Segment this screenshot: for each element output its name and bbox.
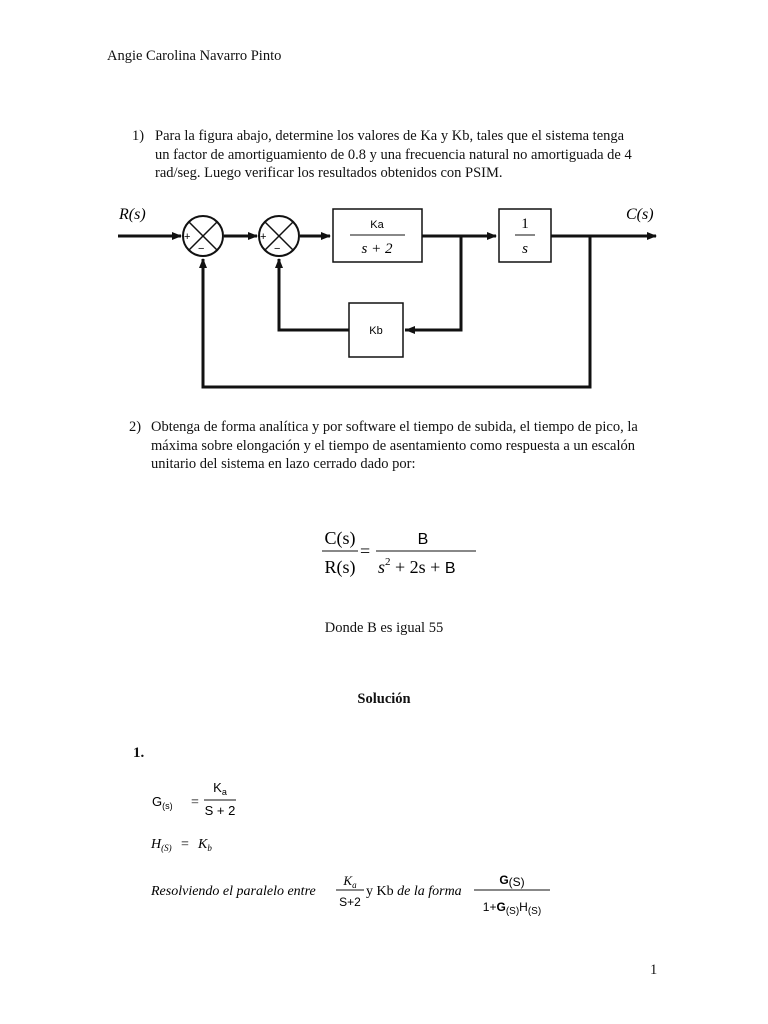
- block-ka-numerator: Ka: [370, 219, 384, 231]
- eq-h-equals: =: [181, 837, 189, 852]
- question-1-number: 1): [132, 128, 145, 144]
- page-number: 1: [650, 962, 658, 978]
- block-kb-label: Kb: [369, 325, 383, 337]
- summing-junction-2: [259, 216, 299, 256]
- solution-title: Solución: [357, 691, 411, 707]
- tf-lhs-numerator: C(s): [324, 528, 356, 548]
- block-ka: [333, 209, 422, 262]
- equation-g: [140, 775, 260, 823]
- question-2-line: unitario del sistema en lazo cerrado dado por:: [151, 456, 416, 472]
- question-2-line: Obtenga de forma analítica y por software el tiempo de subida, el tiempo de pico, la: [151, 419, 638, 435]
- eq-g-denominator: S + 2: [204, 803, 236, 818]
- block-kb: [349, 303, 403, 357]
- block-ka-denominator: s + 2: [361, 241, 393, 257]
- plus-sign: +: [184, 231, 191, 243]
- resolviendo-text: Resolviendo el paralelo entre: [151, 884, 316, 899]
- resolviendo-middle: y Kb de la forma: [366, 884, 462, 899]
- transfer-function: [300, 520, 500, 590]
- tf-rhs-numerator: B: [417, 531, 429, 548]
- tf-equals: =: [360, 541, 371, 561]
- tf-lhs-denominator: R(s): [324, 557, 356, 577]
- eq-g-lhs: $G_{(s)}$: [152, 794, 173, 811]
- eq-h-lhs: $H_{(S)}$: [151, 837, 172, 853]
- block-integrator-denominator: s: [522, 241, 528, 257]
- minus-sign: −: [274, 243, 281, 255]
- question-1-line: un factor de amortiguamiento de 0.8 y una frecuencia natural no amortiguada de 4: [155, 146, 632, 163]
- question-1-line: Para la figura abajo, determine los valores de Ka y Kb, tales que el sistema tenga: [155, 128, 625, 144]
- frac1-numerator: $K_a$: [343, 873, 357, 890]
- question-2-text: [151, 418, 661, 474]
- minus-sign: −: [198, 243, 205, 255]
- resolviendo-line: [140, 862, 570, 922]
- author-name: Angie Carolina Navarro Pinto: [107, 48, 282, 64]
- frac2-denominator: $1+G_{(S)}H_{(S)}$: [482, 900, 542, 917]
- output-label: C(s): [626, 206, 654, 223]
- frac2-numerator: G(S): [499, 873, 525, 889]
- equation-h: [140, 830, 260, 858]
- section-1-label: 1.: [133, 745, 145, 761]
- plus-sign: +: [260, 231, 267, 243]
- donde-text: Donde B es igual 55: [324, 620, 444, 636]
- eq-g-equals: =: [191, 795, 199, 810]
- frac1-denominator: S+2: [339, 895, 361, 909]
- question-1-line: rad/seg. Luego verificar los resultados obtenidos con PSIM.: [155, 165, 503, 181]
- question-2-number: 2): [129, 419, 142, 435]
- summing-junction-1: [183, 216, 223, 256]
- input-label: R(s): [119, 206, 146, 223]
- inner-feedback-return: [279, 259, 349, 330]
- eq-g-numerator: $K_a$: [213, 780, 227, 797]
- block-integrator: [499, 209, 551, 262]
- tf-rhs-denominator: $s^2 + 2s + B$: [378, 556, 456, 577]
- block-integrator-numerator: 1: [521, 216, 529, 232]
- eq-h-rhs: $K_b$: [198, 837, 212, 853]
- block-diagram: [0, 0, 768, 400]
- question-2-line: máxima sobre elongación y el tiempo de asentamiento como respuesta a un escalón: [151, 437, 635, 454]
